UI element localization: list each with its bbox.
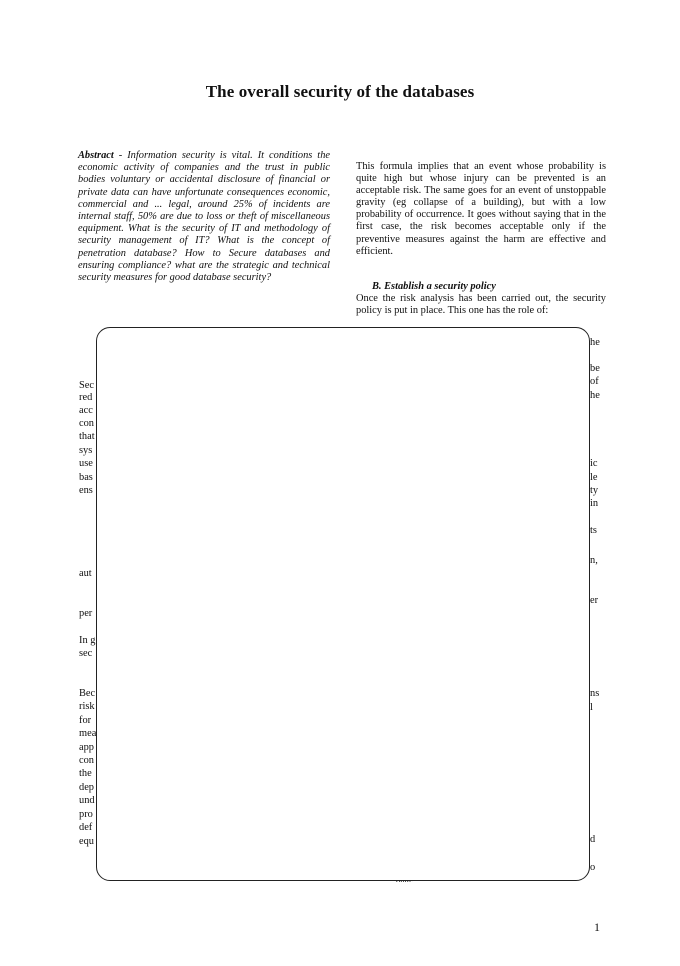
left-fragment: the xyxy=(79,768,92,779)
right-fragment: l xyxy=(590,702,593,713)
left-fragment: equ xyxy=(79,836,95,847)
left-fragment: for xyxy=(79,715,92,726)
risk-formula-paragraph: This formula implies that an event whose probability is quite high but whose injury can be prevented is an acceptable risk. The same goes for an event of unstoppable gravity (eg collapse of a building), but with a low probability of occurrence. It goes without saying that in the first case, the risk becomes acceptable only if the preventive measures against the harm are effective and efficient. xyxy=(356,161,606,257)
left-fragment: dep xyxy=(79,782,95,793)
right-fragment: ns xyxy=(590,688,600,699)
left-fragment: und xyxy=(79,795,95,806)
right-fragment: ts xyxy=(590,525,597,536)
right-fragment: he xyxy=(590,390,600,401)
right-fragment: d xyxy=(590,834,596,845)
right-fragment: n, xyxy=(590,555,598,566)
right-fragment: ty xyxy=(590,485,599,496)
abstract-lead: Abstract xyxy=(78,150,114,161)
left-fragment: con xyxy=(79,755,95,766)
left-fragment: Sec xyxy=(79,380,95,391)
abstract-text: - Information security is vital. It conditions the economic activity of companies and the trust in public bodies voluntary or accidental disclosure of financial or private data can have unfortunate consequences economic, commercial and ... legal, around 25% of incidents are internal staff, 50% are due to loss or theft of miscellaneous equipment. What is the security of IT and methodology of security management of IT? What is the concept of penetration database? How to Secure databases and ensuring compliance? what are the strategic and technical security measures for good database security? xyxy=(78,150,330,284)
left-fragment: Bec xyxy=(79,688,96,699)
left-fragment: use xyxy=(79,458,93,469)
right-fragment: le xyxy=(590,472,598,483)
left-fragment: red xyxy=(79,392,93,403)
right-fragment: be xyxy=(590,363,600,374)
left-fragment: ens xyxy=(79,485,93,496)
left-fragment: mea xyxy=(79,728,97,739)
abstract-paragraph xyxy=(78,150,330,284)
right-fragment: o xyxy=(590,862,596,873)
right-fragment: of xyxy=(590,376,599,387)
right-fragment: ic xyxy=(590,458,598,469)
paper-title: The overall security of the databases xyxy=(205,82,475,101)
left-fragment: that xyxy=(79,431,95,442)
right-fragment: er xyxy=(590,595,599,606)
left-fragment: con xyxy=(79,418,95,429)
blank-overlay-panel xyxy=(96,327,590,881)
left-fragment: aut xyxy=(79,568,92,579)
right-fragment: in xyxy=(590,498,599,509)
left-fragment: sec xyxy=(79,648,93,659)
left-fragment: def xyxy=(79,822,93,833)
security-policy-paragraph: Once the risk analysis has been carried out, the security policy is put in place. This one has the role of: xyxy=(356,293,606,317)
left-fragment: app xyxy=(79,742,95,753)
left-fragment: sys xyxy=(79,445,93,456)
left-fragment: per xyxy=(79,608,93,619)
left-fragment: acc xyxy=(79,405,93,416)
page-number: 1 xyxy=(594,920,600,934)
left-fragment: bas xyxy=(79,472,93,483)
left-fragment: risk xyxy=(79,701,95,712)
section-heading-security-policy: B. Establish a security policy xyxy=(372,281,496,292)
left-fragment: pro xyxy=(79,809,93,820)
left-fragment: In g xyxy=(79,635,96,646)
right-fragment: he xyxy=(590,337,600,348)
